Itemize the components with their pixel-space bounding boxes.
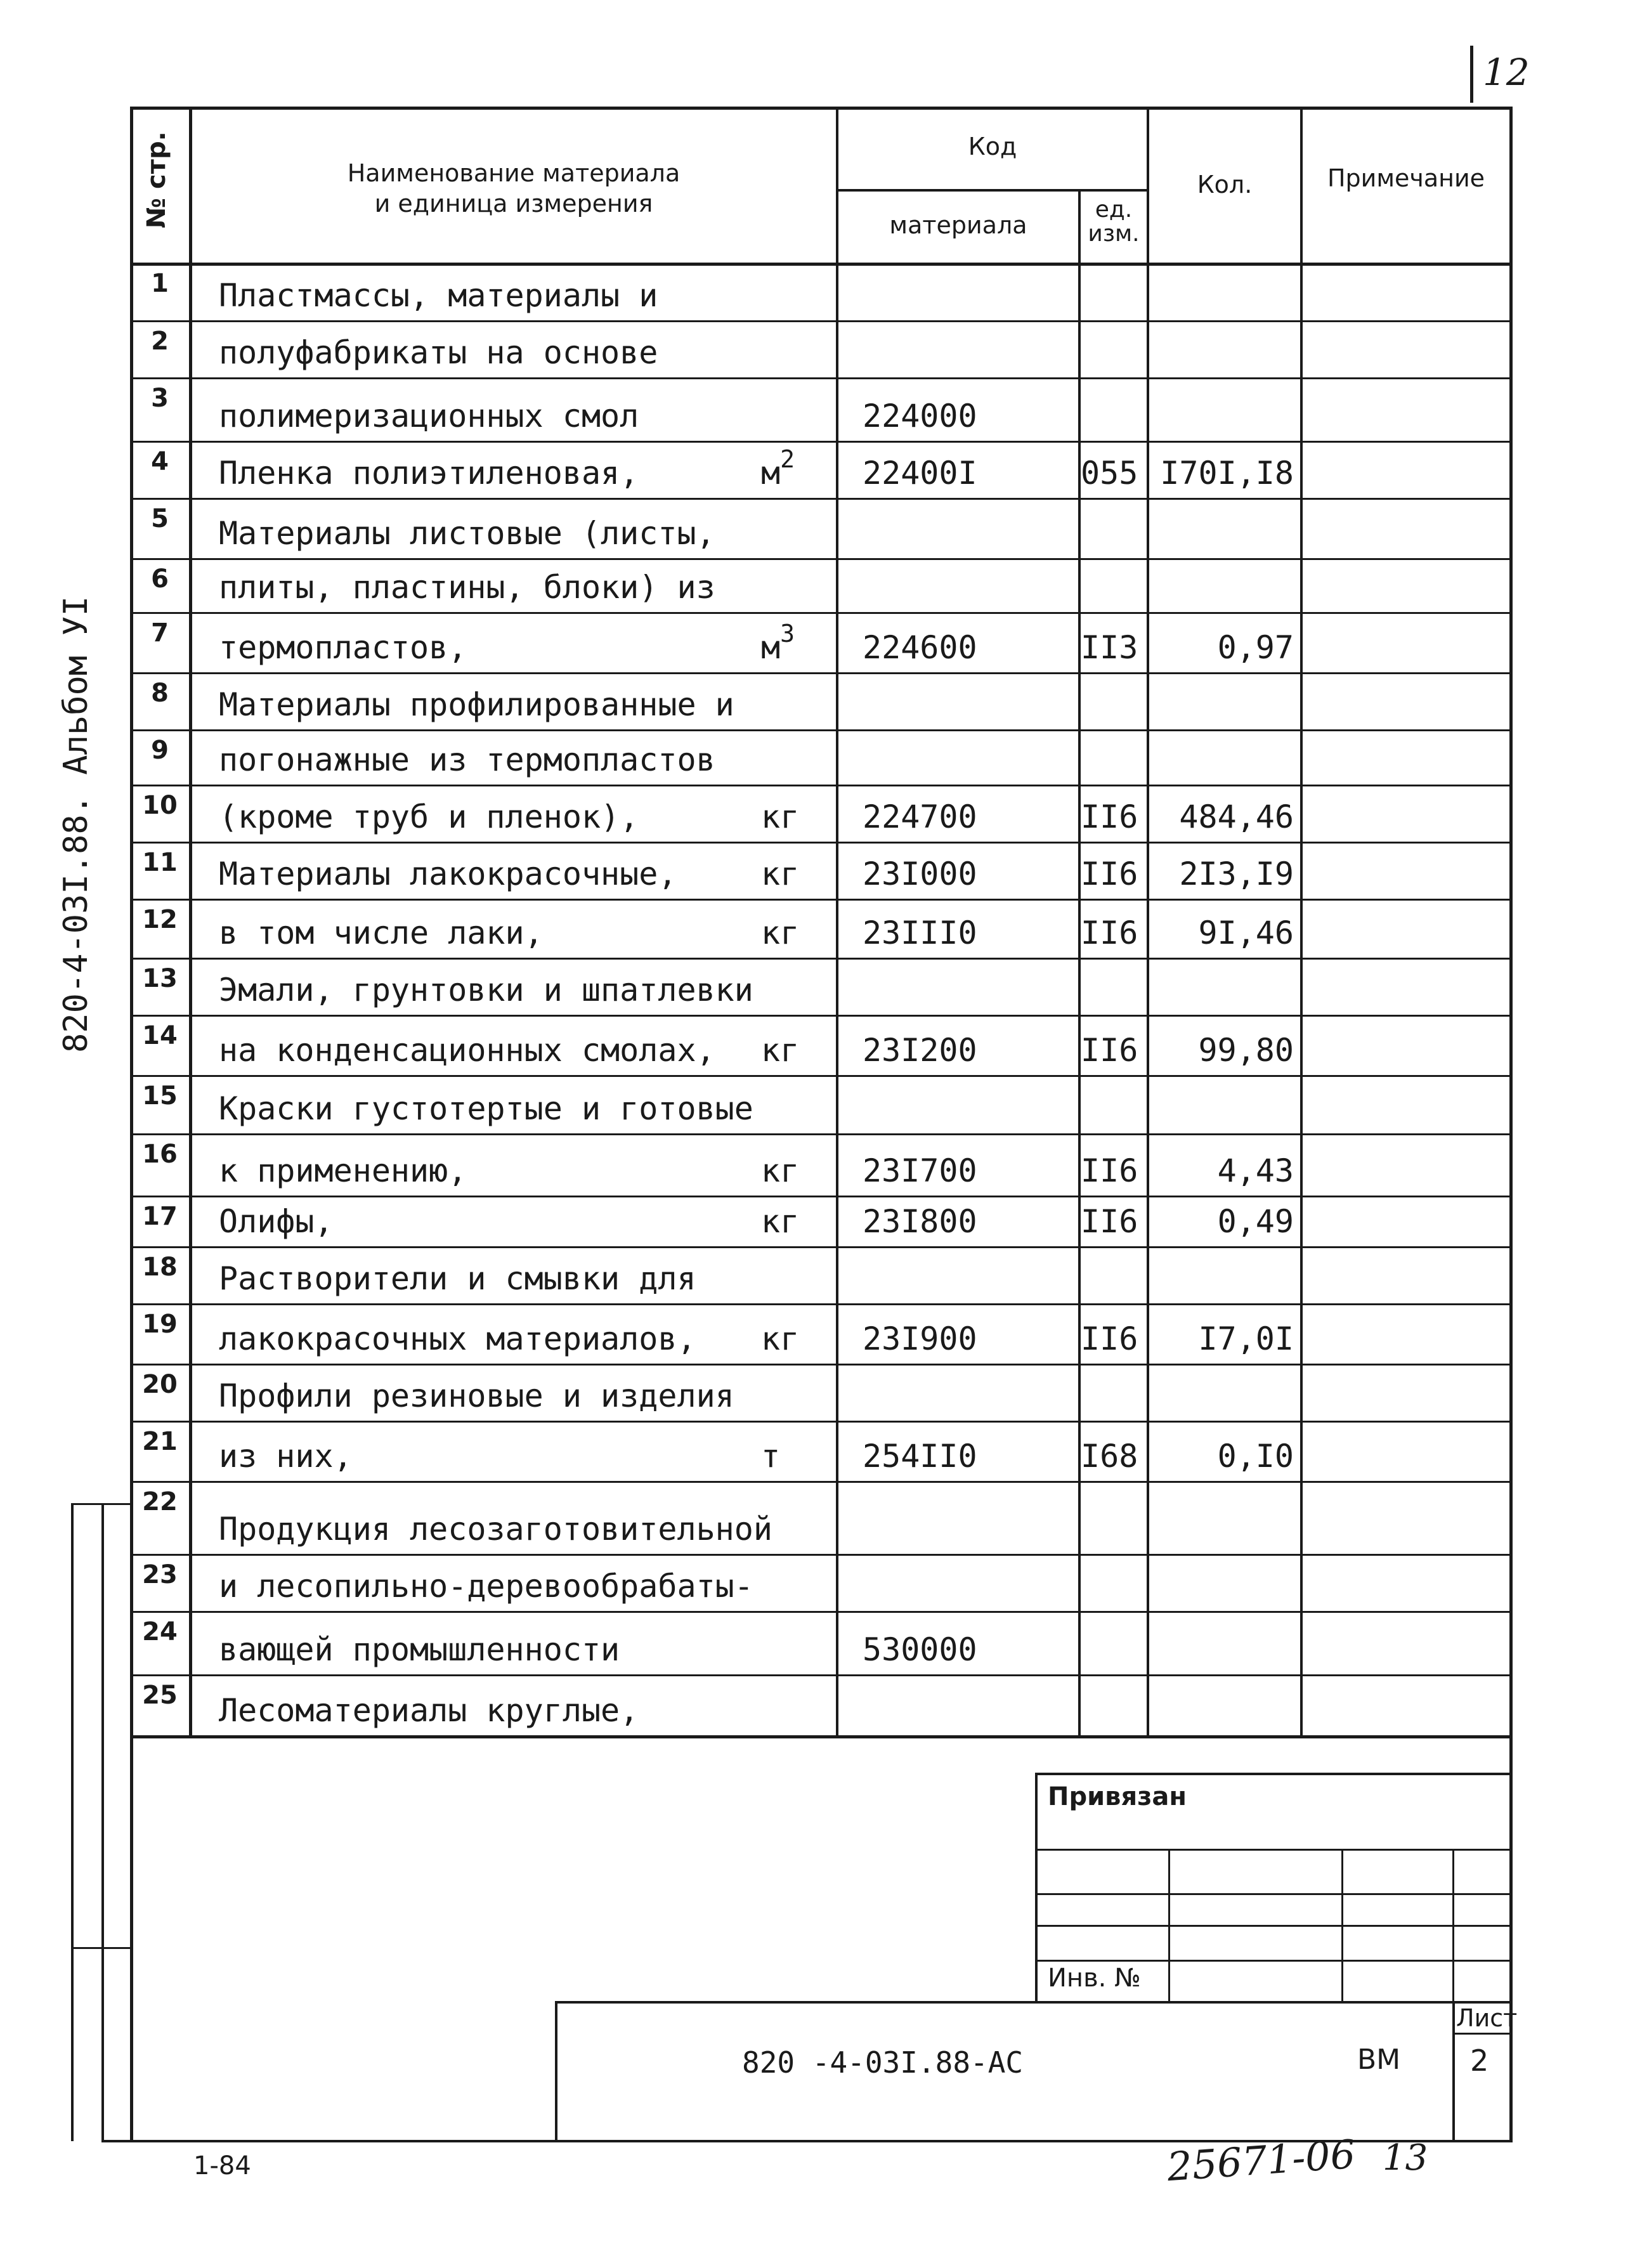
material-name: Краски густотертые и готовые xyxy=(219,1090,753,1127)
quantity: 0,97 xyxy=(1217,629,1294,666)
material-name: Материалы лакокрасочные, xyxy=(219,856,677,892)
row-number: 3 xyxy=(151,384,169,413)
material-code: 23I900 xyxy=(863,1320,977,1357)
row-number: 11 xyxy=(142,848,178,877)
page-corner-number: 12 xyxy=(1483,51,1530,94)
unit: кг xyxy=(761,1032,800,1069)
material-name: Пластмассы, материалы и xyxy=(219,277,658,314)
material-name: плиты, пластины, блоки) из xyxy=(219,569,715,606)
unit: кг xyxy=(761,1203,800,1240)
material-name: полимеризационных смол xyxy=(219,398,639,434)
side-album-label: 820-4-03I.88. Альбом УI xyxy=(57,596,95,1053)
row-number: 10 xyxy=(142,791,178,820)
unit: кг xyxy=(761,1320,800,1357)
material-name: Материалы профилированные и xyxy=(219,686,734,723)
unit-code: II6 xyxy=(1081,1032,1138,1069)
material-name: Лесоматериалы круглые, xyxy=(219,1692,639,1729)
header-note: Примечание xyxy=(1327,164,1485,192)
unit-code: II6 xyxy=(1081,1152,1138,1189)
footer-format: 1-84 xyxy=(193,2151,251,2180)
header-material-code: материала xyxy=(889,211,1027,239)
material-name: термопластов, xyxy=(219,629,467,666)
material-name: Профили резиновые и изделия xyxy=(219,1378,734,1414)
stamp-document-type: ВМ xyxy=(1357,2043,1401,2076)
row-number: 24 xyxy=(142,1617,178,1646)
material-name: лакокрасочных материалов, xyxy=(219,1320,696,1357)
material-name: Олифы, xyxy=(219,1203,334,1240)
row-number: 7 xyxy=(151,618,169,648)
material-name: из них, xyxy=(219,1438,353,1475)
material-code: 22400I xyxy=(863,455,977,492)
unit-exponent: 3 xyxy=(780,620,795,648)
quantity: 0,49 xyxy=(1217,1203,1294,1240)
row-number: 21 xyxy=(142,1427,178,1456)
row-number: 6 xyxy=(151,564,169,594)
row-number: 8 xyxy=(151,679,169,708)
unit-code: II6 xyxy=(1081,798,1138,835)
material-name: Продукция лесозаготовительной xyxy=(219,1511,772,1548)
quantity: I7,0I xyxy=(1198,1320,1294,1357)
row-number: 18 xyxy=(142,1253,178,1282)
material-name: (кроме труб и пленок), xyxy=(219,798,639,835)
unit-code: I68 xyxy=(1081,1438,1138,1475)
row-number: 2 xyxy=(151,327,169,356)
quantity: 99,80 xyxy=(1198,1032,1294,1069)
quantity: 9I,46 xyxy=(1198,915,1294,951)
footer-archive-sheet: 13 xyxy=(1383,2137,1428,2179)
material-code: 23I800 xyxy=(863,1203,977,1240)
row-number: 14 xyxy=(142,1021,178,1050)
material-name: погонажные из термопластов xyxy=(219,741,715,778)
row-number: 13 xyxy=(142,964,178,993)
quantity: 484,46 xyxy=(1179,798,1294,835)
row-number: 1 xyxy=(151,269,169,298)
material-code: 23I000 xyxy=(863,856,977,892)
unit: кг xyxy=(761,915,800,951)
material-name: Пленка полиэтиленовая, xyxy=(219,455,639,492)
material-code: 224700 xyxy=(863,798,977,835)
unit: т xyxy=(761,1438,781,1475)
material-code: 23I700 xyxy=(863,1152,977,1189)
material-code: 530000 xyxy=(863,1631,977,1668)
row-number: 23 xyxy=(142,1560,178,1589)
material-code: 254II0 xyxy=(863,1438,977,1475)
stamp-inventory-number: Инв. № xyxy=(1048,1964,1141,1993)
stamp-document-code: 820 -4-03I.88-АС xyxy=(742,2045,1024,2080)
footer-archive-number: 25671-06 xyxy=(1165,2130,1357,2191)
material-name: Растворители и смывки для xyxy=(219,1260,696,1297)
material-name: Материалы листовые (листы, xyxy=(219,515,715,552)
unit-code: II6 xyxy=(1081,1320,1138,1357)
row-number: 22 xyxy=(142,1487,178,1516)
material-name: на конденсационных смолах, xyxy=(219,1032,715,1069)
header-code: Код xyxy=(968,133,1017,160)
unit-code: II6 xyxy=(1081,915,1138,951)
header-quantity: Кол. xyxy=(1197,171,1253,199)
material-name: к применению, xyxy=(219,1152,467,1189)
material-code: 23III0 xyxy=(863,915,977,951)
unit: кг xyxy=(761,856,800,892)
material-name: и лесопильно-деревообрабаты- xyxy=(219,1568,753,1605)
row-number: 19 xyxy=(142,1310,178,1339)
unit: $м^3$ xyxy=(761,620,795,666)
material-code: 224600 xyxy=(863,629,977,666)
row-number: 25 xyxy=(142,1681,178,1710)
unit: кг xyxy=(761,1152,800,1189)
material-name: в том числе лаки, xyxy=(219,915,544,951)
unit-code: 055 xyxy=(1081,455,1138,492)
row-number: 15 xyxy=(142,1081,178,1111)
header-row-number: № стр. xyxy=(142,131,171,228)
stamp-sheet-value: 2 xyxy=(1470,2043,1489,2078)
row-number: 9 xyxy=(151,736,169,765)
unit: $м^2$ xyxy=(761,445,795,492)
row-number: 20 xyxy=(142,1370,178,1399)
row-number: 12 xyxy=(142,905,178,934)
row-number: 4 xyxy=(151,447,169,476)
row-number: 17 xyxy=(142,1202,178,1231)
quantity: 4,43 xyxy=(1217,1152,1294,1189)
corner-divider xyxy=(1470,46,1473,103)
quantity: 2I3,I9 xyxy=(1179,856,1294,892)
material-name: вающей промышленности xyxy=(219,1631,620,1668)
header-unit-code: ед. изм. xyxy=(1088,197,1140,247)
unit: кг xyxy=(761,798,800,835)
row-number: 5 xyxy=(151,504,169,533)
header-name: Наименование материала и единица измерения xyxy=(347,159,681,218)
stamp-sheet-label: Лист xyxy=(1456,2004,1518,2032)
unit-code: II6 xyxy=(1081,856,1138,892)
quantity: 0,I0 xyxy=(1217,1438,1294,1475)
material-code: 23I200 xyxy=(863,1032,977,1069)
row-number: 16 xyxy=(142,1140,178,1169)
unit-code: II3 xyxy=(1081,629,1138,666)
unit-exponent: 2 xyxy=(780,445,795,473)
material-name: Эмали, грунтовки и шпатлевки xyxy=(219,972,753,1008)
material-code: 224000 xyxy=(863,398,977,434)
unit-code: II6 xyxy=(1081,1203,1138,1240)
quantity: I70I,I8 xyxy=(1160,455,1294,492)
material-name: полуфабрикаты на основе xyxy=(219,334,658,371)
stamp-privyazan: Привязан xyxy=(1048,1782,1187,1811)
